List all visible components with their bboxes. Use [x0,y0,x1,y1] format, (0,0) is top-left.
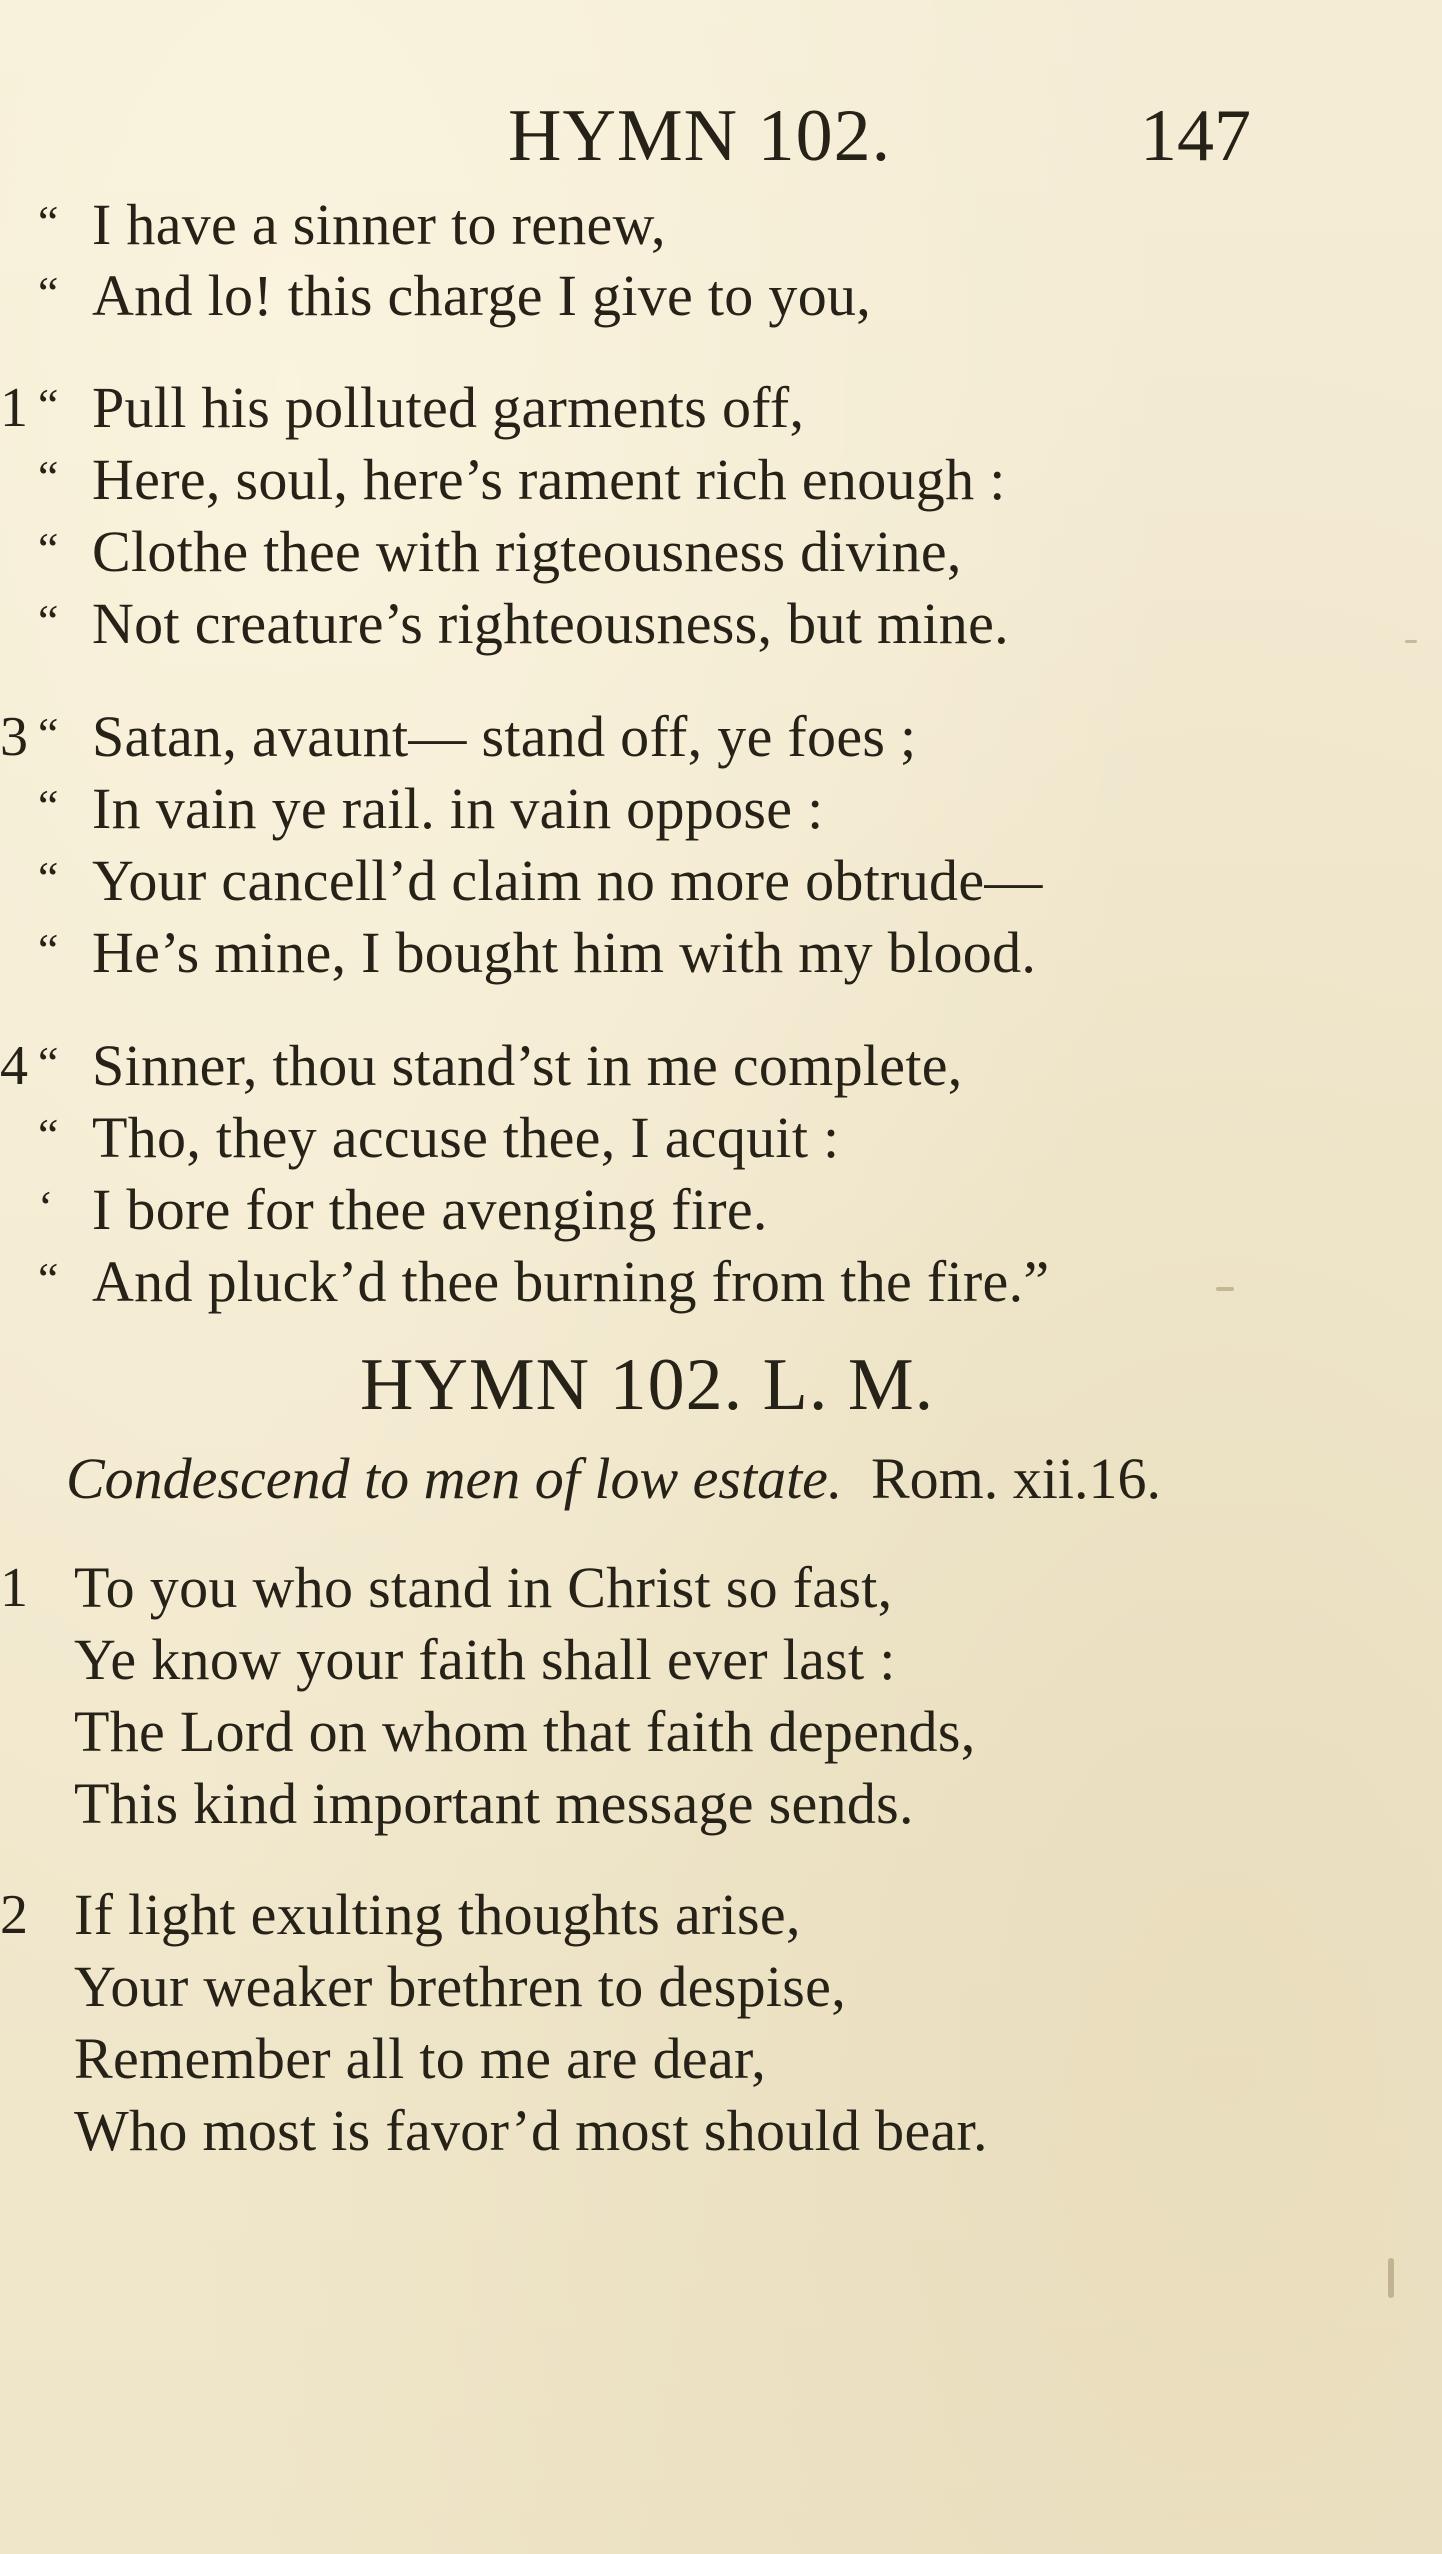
verse-line [0,705,1442,769]
verse-line [0,1955,1442,2019]
hymn-heading: HYMN 102. L. M. [360,1344,935,1426]
verse-line-text: I bore for thee avenging fire. [92,1177,768,1242]
verse-line [0,520,1442,584]
verse-line-text: If light exulting thoughts arise, [74,1882,801,1947]
verse-line-text: Your cancell’d claim no more obtrude— [92,848,1043,913]
verse-line-text: He’s mine, I bought him with my blood. [92,920,1037,985]
verse-line [0,1700,1442,1764]
verse-line-text: Your weaker brethren to despise, [74,1954,847,2019]
page-header [0,96,1442,176]
verse-line-text: This kind important message sends. [74,1771,914,1836]
verse-line-text: Not creature’s righteousness, but mine. [92,591,1009,656]
quote-mark: “ [38,267,59,318]
verse-line-text: Sinner, thou stand’st in me complete, [92,1033,963,1098]
quote-mark: “ [38,708,59,759]
quote-mark: “ [38,451,59,502]
quote-mark: “ [38,595,59,646]
ink-blemish [1405,640,1417,643]
verse-line-text: To you who stand in Christ so fast, [74,1555,893,1620]
quote-mark: “ [38,379,59,430]
page-number: 147 [1140,95,1251,177]
quote-mark: “ [38,852,59,903]
subtitle-theme: Condescend to men of low estate. [66,1446,843,1511]
verse-line [0,193,1442,257]
quote-mark: “ [38,1037,59,1088]
verse-line-text: Ye know your faith shall ever last : [74,1627,896,1692]
quote-mark: “ [38,523,59,574]
quote-mark: “ [38,1253,59,1304]
verse-line-text: Tho, they accuse thee, I acquit : [92,1105,840,1170]
verse-line [0,849,1442,913]
verse-line [0,1250,1442,1314]
verse-line-text: And lo! this charge I give to you, [92,263,872,328]
verse-line-text: Satan, avaunt— stand off, ye foes ; [92,704,917,769]
verse-line [0,376,1442,440]
verse-line [0,264,1442,328]
verse-number: 3 [0,706,28,768]
quote-mark: “ [38,780,59,831]
scripture-reference: Rom. xii.16. [870,1446,1161,1511]
verse-line [0,2099,1442,2163]
quote-mark: “ [38,196,59,247]
verse-line-text: I have a sinner to renew, [92,192,666,257]
verse-line [0,448,1442,512]
verse-line-text: Clothe thee with rigteousness divine, [92,519,962,584]
ink-blemish [1388,2258,1394,2298]
quote-mark: ‘ [38,1181,54,1232]
verse-line [0,1628,1442,1692]
verse-line [0,777,1442,841]
verse-line-text: Who most is favor’d most should bear. [74,2098,988,2163]
hymn-subtitle [66,1447,1161,1511]
verse-number: 1 [0,377,28,439]
running-title: HYMN 102. [508,95,892,177]
verse-line-text: Remember all to me are dear, [74,2026,767,2091]
verse-number: 1 [0,1557,28,1619]
ink-blemish [1216,1287,1234,1291]
verse-number: 4 [0,1035,28,1097]
verse-line [0,1772,1442,1836]
verse-line-text: In vain ye rail. in vain oppose : [92,776,824,841]
quote-mark: “ [38,924,59,975]
verse-line [0,1034,1442,1098]
verse-line-text: And pluck’d thee burning from the fire.” [92,1249,1050,1314]
verse-line [0,2027,1442,2091]
verse-line-text: Pull his polluted garments off, [92,375,805,440]
verse-line [0,1178,1442,1242]
verse-number: 2 [0,1884,28,1946]
verse-line [0,1106,1442,1170]
verse-line [0,1883,1442,1947]
verse-line [0,592,1442,656]
quote-mark: “ [38,1109,59,1160]
verse-line-text: The Lord on whom that faith depends, [74,1699,976,1764]
verse-line [0,921,1442,985]
verse-line [0,1556,1442,1620]
verse-line-text: Here, soul, here’s rament rich enough : [92,447,1006,512]
